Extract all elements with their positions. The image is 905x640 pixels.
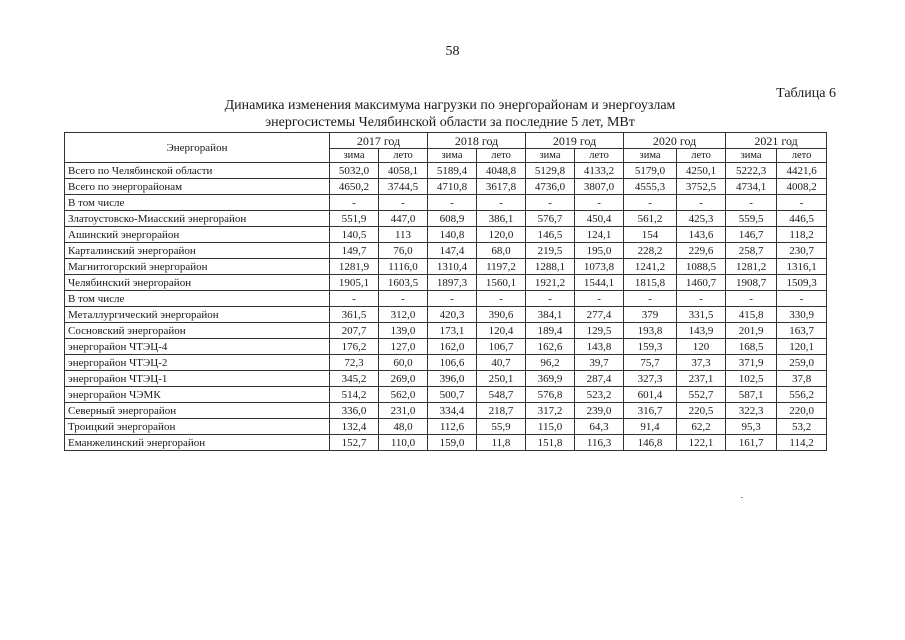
value-cell: 447,0 <box>379 211 428 227</box>
value-cell: 587,1 <box>726 387 777 403</box>
value-cell: 220,5 <box>677 403 726 419</box>
value-cell: - <box>330 195 379 211</box>
table-row <box>65 227 827 243</box>
value-cell: 143,9 <box>677 323 726 339</box>
value-cell: 161,7 <box>726 435 777 451</box>
scan-speck <box>741 497 743 498</box>
table-row <box>65 307 827 323</box>
value-cell: 4736,0 <box>526 179 575 195</box>
value-cell: 3744,5 <box>379 179 428 195</box>
value-cell: 127,0 <box>379 339 428 355</box>
value-cell: 1288,1 <box>526 259 575 275</box>
value-cell: 562,0 <box>379 387 428 403</box>
value-cell: 390,6 <box>477 307 526 323</box>
value-cell: 218,7 <box>477 403 526 419</box>
value-cell: 5032,0 <box>330 163 379 179</box>
value-cell: 40,7 <box>477 355 526 371</box>
value-cell: 1460,7 <box>677 275 726 291</box>
region-name-cell: В том числе <box>65 195 330 211</box>
value-cell: 124,1 <box>575 227 624 243</box>
header-season: лето <box>677 149 726 163</box>
value-cell: - <box>624 195 677 211</box>
region-name-cell: энергорайон ЧТЭЦ-2 <box>65 355 330 371</box>
value-cell: 1509,3 <box>777 275 827 291</box>
value-cell: 5129,8 <box>526 163 575 179</box>
table-row <box>65 419 827 435</box>
value-cell: 259,0 <box>777 355 827 371</box>
value-cell: 118,2 <box>777 227 827 243</box>
region-name-cell: Карталинский энергорайон <box>65 243 330 259</box>
value-cell: 110,0 <box>379 435 428 451</box>
table-caption: Таблица 6 <box>776 86 836 101</box>
value-cell: 228,2 <box>624 243 677 259</box>
table-title <box>150 97 750 131</box>
value-cell: 129,5 <box>575 323 624 339</box>
value-cell: 334,4 <box>428 403 477 419</box>
value-cell: - <box>777 291 827 307</box>
table-row <box>65 387 827 403</box>
value-cell: 140,8 <box>428 227 477 243</box>
table-row <box>65 435 827 451</box>
value-cell: - <box>677 291 726 307</box>
region-name-cell: Ашинский энергорайон <box>65 227 330 243</box>
header-season: зима <box>624 149 677 163</box>
value-cell: - <box>575 291 624 307</box>
header-year: 2020 год <box>624 133 726 149</box>
value-cell: - <box>477 195 526 211</box>
value-cell: 115,0 <box>526 419 575 435</box>
value-cell: 514,2 <box>330 387 379 403</box>
value-cell: 4008,2 <box>777 179 827 195</box>
header-year-row <box>65 133 827 149</box>
table-title-line-2: энергосистемы Челябинской области за последние 5 лет, МВт <box>265 115 635 130</box>
region-name-cell: Северный энергорайон <box>65 403 330 419</box>
value-cell: 4555,3 <box>624 179 677 195</box>
value-cell: 207,7 <box>330 323 379 339</box>
value-cell: 116,3 <box>575 435 624 451</box>
value-cell: 4421,6 <box>777 163 827 179</box>
value-cell: 113 <box>379 227 428 243</box>
value-cell: 3807,0 <box>575 179 624 195</box>
value-cell: 139,0 <box>379 323 428 339</box>
value-cell: 5179,0 <box>624 163 677 179</box>
region-name-cell: энергорайон ЧЭМК <box>65 387 330 403</box>
value-cell: 143,6 <box>677 227 726 243</box>
value-cell: 1073,8 <box>575 259 624 275</box>
value-cell: 345,2 <box>330 371 379 387</box>
value-cell: 163,7 <box>777 323 827 339</box>
value-cell: 154 <box>624 227 677 243</box>
load-table <box>64 132 827 451</box>
value-cell: 53,2 <box>777 419 827 435</box>
value-cell: 500,7 <box>428 387 477 403</box>
value-cell: 576,7 <box>526 211 575 227</box>
value-cell: 258,7 <box>726 243 777 259</box>
value-cell: 72,3 <box>330 355 379 371</box>
value-cell: 112,6 <box>428 419 477 435</box>
table-row <box>65 163 827 179</box>
value-cell: 1921,2 <box>526 275 575 291</box>
value-cell: 379 <box>624 307 677 323</box>
value-cell: 1281,9 <box>330 259 379 275</box>
value-cell: - <box>330 291 379 307</box>
value-cell: 106,7 <box>477 339 526 355</box>
value-cell: 386,1 <box>477 211 526 227</box>
value-cell: 96,2 <box>526 355 575 371</box>
value-cell: 151,8 <box>526 435 575 451</box>
value-cell: 1603,5 <box>379 275 428 291</box>
value-cell: 371,9 <box>726 355 777 371</box>
header-year: 2021 год <box>726 133 827 149</box>
value-cell: 95,3 <box>726 419 777 435</box>
value-cell: - <box>477 291 526 307</box>
value-cell: - <box>575 195 624 211</box>
value-cell: 1905,1 <box>330 275 379 291</box>
value-cell: 168,5 <box>726 339 777 355</box>
region-name-cell: Металлургический энергорайон <box>65 307 330 323</box>
value-cell: 1088,5 <box>677 259 726 275</box>
header-season: лето <box>379 149 428 163</box>
table-row <box>65 403 827 419</box>
value-cell: 237,1 <box>677 371 726 387</box>
value-cell: 229,6 <box>677 243 726 259</box>
region-name-cell: Всего по энергорайонам <box>65 179 330 195</box>
value-cell: - <box>379 195 428 211</box>
value-cell: 55,9 <box>477 419 526 435</box>
value-cell: 219,5 <box>526 243 575 259</box>
value-cell: 140,5 <box>330 227 379 243</box>
value-cell: - <box>379 291 428 307</box>
value-cell: 189,4 <box>526 323 575 339</box>
value-cell: - <box>726 195 777 211</box>
value-cell: 1116,0 <box>379 259 428 275</box>
header-season: лето <box>575 149 624 163</box>
region-name-cell: Златоустовско-Миасский энергорайон <box>65 211 330 227</box>
table-row <box>65 275 827 291</box>
value-cell: 75,7 <box>624 355 677 371</box>
region-name-cell: Еманжелинский энергорайон <box>65 435 330 451</box>
value-cell: 4133,2 <box>575 163 624 179</box>
table-row <box>65 355 827 371</box>
value-cell: 1310,4 <box>428 259 477 275</box>
region-name-cell: В том числе <box>65 291 330 307</box>
table-row <box>65 179 827 195</box>
value-cell: 1897,3 <box>428 275 477 291</box>
value-cell: 4058,1 <box>379 163 428 179</box>
table-row <box>65 323 827 339</box>
value-cell: 330,9 <box>777 307 827 323</box>
value-cell: 62,2 <box>677 419 726 435</box>
value-cell: 312,0 <box>379 307 428 323</box>
value-cell: 561,2 <box>624 211 677 227</box>
value-cell: 37,8 <box>777 371 827 387</box>
header-season: зима <box>726 149 777 163</box>
value-cell: 5189,4 <box>428 163 477 179</box>
table-row <box>65 211 827 227</box>
value-cell: 523,2 <box>575 387 624 403</box>
value-cell: 1544,1 <box>575 275 624 291</box>
value-cell: 173,1 <box>428 323 477 339</box>
value-cell: 336,0 <box>330 403 379 419</box>
value-cell: 1560,1 <box>477 275 526 291</box>
table-row <box>65 339 827 355</box>
value-cell: 369,9 <box>526 371 575 387</box>
value-cell: - <box>526 291 575 307</box>
region-name-cell: Сосновский энергорайон <box>65 323 330 339</box>
value-cell: - <box>677 195 726 211</box>
value-cell: 556,2 <box>777 387 827 403</box>
header-year: 2019 год <box>526 133 624 149</box>
value-cell: 162,6 <box>526 339 575 355</box>
value-cell: 114,2 <box>777 435 827 451</box>
value-cell: 1316,1 <box>777 259 827 275</box>
header-year: 2018 год <box>428 133 526 149</box>
region-name-cell: энергорайон ЧТЭЦ-4 <box>65 339 330 355</box>
value-cell: 106,6 <box>428 355 477 371</box>
value-cell: 220,0 <box>777 403 827 419</box>
page-number: 58 <box>445 44 460 59</box>
value-cell: 4710,8 <box>428 179 477 195</box>
value-cell: 195,0 <box>575 243 624 259</box>
value-cell: 5222,3 <box>726 163 777 179</box>
value-cell: 176,2 <box>330 339 379 355</box>
value-cell: 122,1 <box>677 435 726 451</box>
value-cell: 146,8 <box>624 435 677 451</box>
value-cell: 64,3 <box>575 419 624 435</box>
value-cell: 4250,1 <box>677 163 726 179</box>
value-cell: 159,0 <box>428 435 477 451</box>
value-cell: 384,1 <box>526 307 575 323</box>
value-cell: 559,5 <box>726 211 777 227</box>
header-season: зима <box>330 149 379 163</box>
value-cell: 1197,2 <box>477 259 526 275</box>
value-cell: 415,8 <box>726 307 777 323</box>
value-cell: - <box>777 195 827 211</box>
value-cell: 1241,2 <box>624 259 677 275</box>
table-title-line-1: Динамика изменения максимума нагрузки по энергорайонам и энергоузлам <box>224 98 676 113</box>
value-cell: 91,4 <box>624 419 677 435</box>
value-cell: 1815,8 <box>624 275 677 291</box>
header-year: 2017 год <box>330 133 428 149</box>
value-cell: 277,4 <box>575 307 624 323</box>
value-cell: 102,5 <box>726 371 777 387</box>
value-cell: - <box>428 195 477 211</box>
region-name-cell: Троицкий энергорайон <box>65 419 330 435</box>
value-cell: 548,7 <box>477 387 526 403</box>
value-cell: 159,3 <box>624 339 677 355</box>
table-row <box>65 243 827 259</box>
region-name-cell: энергорайон ЧТЭЦ-1 <box>65 371 330 387</box>
value-cell: 37,3 <box>677 355 726 371</box>
value-cell: 576,8 <box>526 387 575 403</box>
value-cell: 120,1 <box>777 339 827 355</box>
value-cell: 1281,2 <box>726 259 777 275</box>
header-season: лето <box>777 149 827 163</box>
value-cell: - <box>428 291 477 307</box>
value-cell: 1908,7 <box>726 275 777 291</box>
value-cell: 361,5 <box>330 307 379 323</box>
table-row <box>65 371 827 387</box>
value-cell: 146,5 <box>526 227 575 243</box>
value-cell: 3617,8 <box>477 179 526 195</box>
value-cell: 327,3 <box>624 371 677 387</box>
value-cell: 552,7 <box>677 387 726 403</box>
value-cell: 4734,1 <box>726 179 777 195</box>
value-cell: 68,0 <box>477 243 526 259</box>
region-name-cell: Всего по Челябинской области <box>65 163 330 179</box>
value-cell: 120,4 <box>477 323 526 339</box>
value-cell: 316,7 <box>624 403 677 419</box>
header-season: зима <box>526 149 575 163</box>
value-cell: 230,7 <box>777 243 827 259</box>
region-name-cell: Магнитогорский энергорайон <box>65 259 330 275</box>
value-cell: - <box>624 291 677 307</box>
value-cell: 322,3 <box>726 403 777 419</box>
value-cell: 601,4 <box>624 387 677 403</box>
value-cell: 317,2 <box>526 403 575 419</box>
value-cell: 76,0 <box>379 243 428 259</box>
header-season: зима <box>428 149 477 163</box>
region-name-cell: Челябинский энергорайон <box>65 275 330 291</box>
value-cell: 147,4 <box>428 243 477 259</box>
value-cell: 269,0 <box>379 371 428 387</box>
value-cell: 239,0 <box>575 403 624 419</box>
value-cell: 608,9 <box>428 211 477 227</box>
table-body <box>65 163 827 451</box>
value-cell: 120,0 <box>477 227 526 243</box>
value-cell: 551,9 <box>330 211 379 227</box>
value-cell: 446,5 <box>777 211 827 227</box>
value-cell: 287,4 <box>575 371 624 387</box>
value-cell: 162,0 <box>428 339 477 355</box>
value-cell: 4048,8 <box>477 163 526 179</box>
value-cell: 231,0 <box>379 403 428 419</box>
value-cell: - <box>726 291 777 307</box>
value-cell: 120 <box>677 339 726 355</box>
table-row <box>65 259 827 275</box>
value-cell: - <box>526 195 575 211</box>
value-cell: 152,7 <box>330 435 379 451</box>
value-cell: 193,8 <box>624 323 677 339</box>
value-cell: 60,0 <box>379 355 428 371</box>
table-row <box>65 291 827 307</box>
value-cell: 3752,5 <box>677 179 726 195</box>
table-row <box>65 195 827 211</box>
value-cell: 11,8 <box>477 435 526 451</box>
value-cell: 450,4 <box>575 211 624 227</box>
value-cell: 143,8 <box>575 339 624 355</box>
value-cell: 420,3 <box>428 307 477 323</box>
value-cell: 39,7 <box>575 355 624 371</box>
value-cell: 250,1 <box>477 371 526 387</box>
value-cell: 201,9 <box>726 323 777 339</box>
value-cell: 132,4 <box>330 419 379 435</box>
value-cell: 425,3 <box>677 211 726 227</box>
value-cell: 149,7 <box>330 243 379 259</box>
header-region: Энергорайон <box>65 133 330 163</box>
value-cell: 48,0 <box>379 419 428 435</box>
value-cell: 4650,2 <box>330 179 379 195</box>
header-season: лето <box>477 149 526 163</box>
value-cell: 396,0 <box>428 371 477 387</box>
value-cell: 146,7 <box>726 227 777 243</box>
value-cell: 331,5 <box>677 307 726 323</box>
